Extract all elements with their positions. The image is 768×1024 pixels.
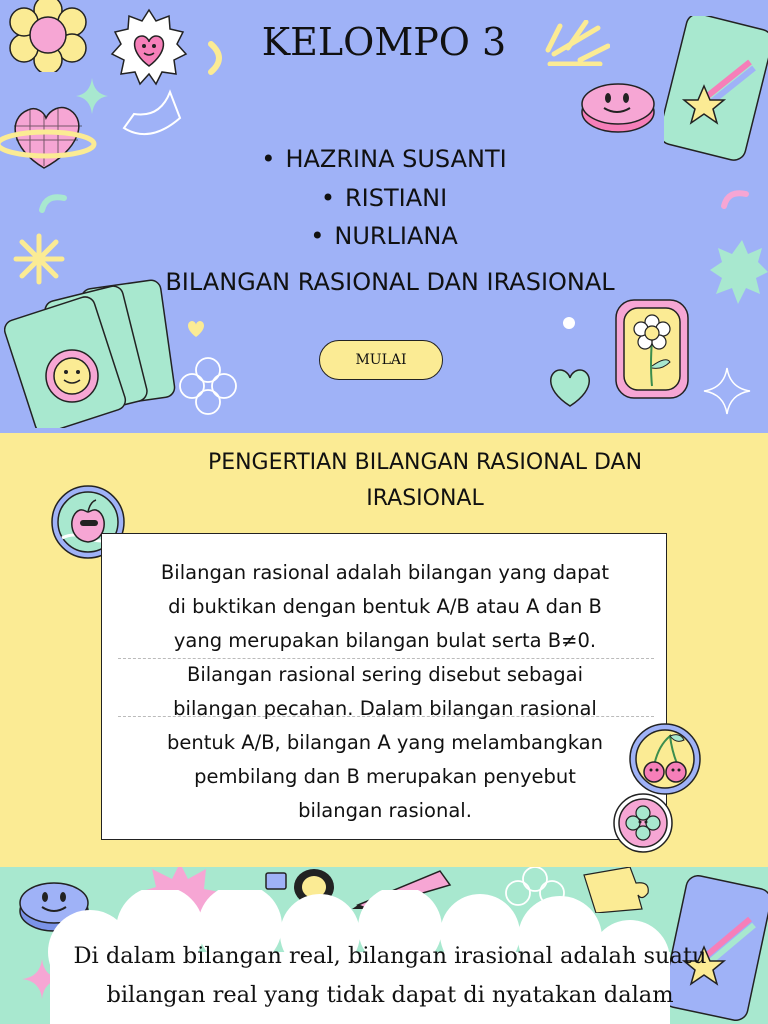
text-line: di buktikan dengan bentuk A/B atau A dan B bbox=[168, 595, 602, 618]
heading-line: PENGERTIAN BILANGAN RASIONAL DAN bbox=[207, 450, 643, 475]
text-line: Bilangan rasional adalah bilangan yang dapat bbox=[160, 561, 610, 584]
arc-outline-icon bbox=[120, 88, 188, 144]
text-line: pembilang dan B merupakan penyebut bbox=[194, 765, 576, 788]
bullet: • bbox=[320, 183, 335, 212]
section-heading bbox=[150, 445, 700, 517]
text-line: Di dalam bilangan real, bilangan irasional adalah suatu bbox=[73, 943, 707, 969]
bullet: • bbox=[310, 222, 325, 250]
list-item bbox=[0, 140, 768, 179]
slide-title: KELOMPO 3 bbox=[261, 20, 507, 64]
irrational-definition-text bbox=[40, 937, 740, 1015]
text-line: bilangan pecahan. Dalam bilangan rasional bbox=[173, 697, 597, 720]
member-name: HAZRINA SUSANTI bbox=[285, 145, 507, 173]
definition-text bbox=[112, 556, 658, 828]
list-item bbox=[0, 217, 768, 256]
heart-icon bbox=[546, 366, 594, 408]
flower-card-icon bbox=[612, 296, 692, 402]
text-line: bilangan rasional. bbox=[298, 799, 472, 822]
bullet: • bbox=[261, 145, 276, 173]
heading-line: IRASIONAL bbox=[366, 486, 484, 511]
text-line: yang merupakan bilangan bulat serta B≠0. bbox=[173, 629, 597, 652]
text-line: Bilangan rasional sering disebut sebagai bbox=[186, 663, 584, 686]
clover-badge-icon bbox=[612, 792, 674, 854]
list-item bbox=[0, 179, 768, 218]
definition-box bbox=[101, 533, 667, 840]
member-name: RISTIANI bbox=[344, 183, 448, 212]
dot-icon bbox=[562, 316, 576, 330]
text-line: bilangan real yang tidak dapat di nyatakan dalam bbox=[106, 982, 674, 1008]
smiley-card-stack-icon bbox=[4, 278, 178, 428]
slide-subtitle: BILANGAN RASIONAL DAN IRASIONAL bbox=[165, 268, 615, 296]
title-slide bbox=[0, 0, 768, 433]
heart-icon bbox=[186, 320, 206, 338]
start-button[interactable]: MULAI bbox=[319, 340, 443, 380]
cherry-badge-icon bbox=[628, 722, 702, 796]
text-line: bentuk A/B, bilangan A yang melambangkan bbox=[167, 731, 603, 754]
member-name: NURLIANA bbox=[334, 222, 458, 250]
star-outline-icon bbox=[702, 366, 752, 416]
flower-outline-icon bbox=[178, 356, 238, 416]
member-list bbox=[0, 140, 768, 256]
smiley-coin-icon bbox=[578, 78, 658, 136]
